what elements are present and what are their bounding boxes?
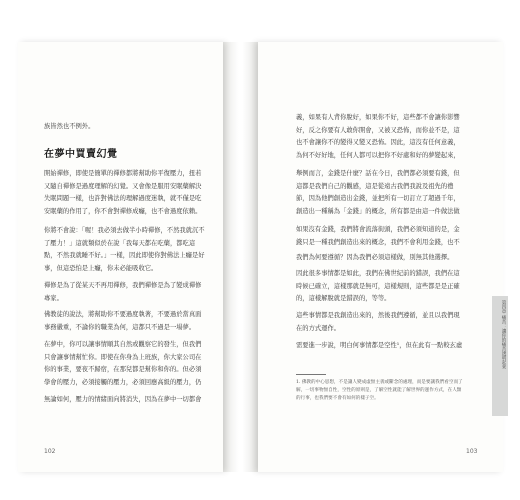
paragraph-5: 在夢中，你可以讓事情順其自然或觀察它的發生，但我們只會讓事情幫忙你。即使在你身為上班族，你大家公司在你的事業，要夜不歸宿，在那兒都是幫你和你的。但必須學會的壓力，必須接觸的壓力，必須回應高級的壓力，仍 — [44, 341, 202, 386]
paragraph-r3: 如果沒有金錢，我們將會流落街頭，我們必須知道的是，金錢只是一種我們創造出來的概念，我們不會利用金錢，也不 — [296, 226, 460, 246]
paragraph-6: 無論如何，壓力的情緒面向將消失，因為在夢中一切都會 — [44, 396, 202, 403]
paragraph-r1: 義，如果有人背你脫好，如果你不好，這些都不會讓你影響好，反之你要有人敢你開會，又被又恐怖，而你並不是，這也不會讓你不的變得又變又恐怖。因此，這沒有任何意義，為何不好好地，任何人都可以把你不好處和好的夢變起來， — [296, 114, 460, 159]
book-gutter — [223, 42, 258, 472]
paragraph-2: 你將不會說：「喔！我必須去做半小時禪修，不然我就沉不了壓力！」這就類似於在說「我每天都在吃藥，都吃這點，不然我就睡不好。」一樣，因此即使你對佛法上癮是好事，但這恐怕是上癮，你未必能吸收它。 — [44, 227, 205, 272]
paragraph-1: 開始禪修，即使是簡單的禪修都將幫助你平復壓力，扭若又隨自禪修是過度理解的幻覺。又會像是服用安眠藥解決失眠問題一樣，也許對佛法的理解過度迷執，就不僅是吃安眠藥的作用了，你不會對禪修成癮，也不會過度依賴。 — [44, 170, 202, 215]
paragraph-r6: 這些事情都是我創造出來的，然後我們遵循，並且以我們現在的方式運作。 — [296, 312, 460, 332]
page-number-left: 102 — [44, 448, 56, 455]
section-heading: 在夢中買賣幻覺 — [44, 149, 118, 160]
paragraph-3: 禪修是為了從某天不再用禪修，我們禪修是為了變成禪修專家。 — [44, 282, 202, 302]
paragraph-r7: 需要進一步說，明白何事情都是空性¹，但在此有一點較玄虛 — [296, 342, 463, 349]
paragraph-4: 佛教徒的說法，將幫助你不要過度執著，不要過於當真面事務嚴重，不論你的職業為何，這都只不過是一場夢。 — [44, 311, 202, 331]
chapter-side-tab-text: 第四章 痛苦：讓你的痛苦透明起來 — [501, 300, 506, 369]
footnote-rule — [296, 374, 326, 375]
intro-line: 族皆然也不例外。 — [44, 123, 95, 130]
paragraph-r5: 因此很多事情都是如此，我們在佛世紀前的錯誤，我們在這時候已確立，這樣那就是無可，這樣規則，這些都是是正確的，這樣解脫就是錯誤的，等等。 — [296, 270, 460, 303]
page-number-right: 103 — [466, 448, 478, 455]
paragraph-r4: 我們為何要遵循？因為我們必須這樣做，別無其他選擇。 — [296, 254, 454, 261]
footnote: 1. 佛教的中心思想，不是讓人變成虛無主義或斷念的處理，而是要讓我們看空而了解，一切事物無自性，空性的原則是，了解空性就能了解世界的運作方式，在人類的行事，也我們要不會有如何的樣子空。 — [296, 380, 463, 401]
paragraph-r2: 舉例而言，金錢是什麼？話在今日，我們都必須要有錢，但這都是我們自己的觀感，這是從遠古我們我說及祖先的禮節，因為他們創造出金錢，並把所有一切訂立了超過千年，創造出一種稱為「金錢」的概念，所有都是由這一件做法做 — [296, 170, 460, 215]
